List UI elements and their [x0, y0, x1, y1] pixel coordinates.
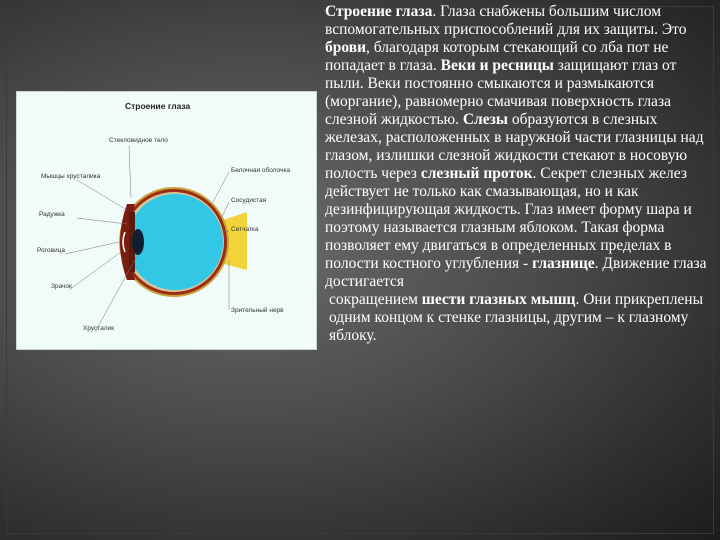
text-span: . Они прикреплены одним концом к стенке глазницы, другим – к глазному яблоку.: [329, 291, 704, 344]
term-tear-duct: слезный проток: [420, 165, 533, 182]
term-orbit: глазнице: [532, 255, 595, 272]
text-span: . Движение глаза достигается: [325, 255, 707, 290]
heading-eye-structure: Строение глаза: [325, 3, 433, 20]
eye-structure-illustration: [17, 92, 318, 351]
paragraph-1: [325, 3, 717, 291]
label-iris: Радужка: [39, 211, 65, 218]
term-brows: брови: [325, 39, 367, 56]
label-choroid: Сосудистая: [231, 197, 267, 204]
label-vitreous-body: Стекловидное тело: [109, 137, 168, 144]
text-span: , благодаря которым стекающий со лба пот не попадает в глаза.: [325, 39, 669, 74]
term-eye-muscles: шести глазных мышц: [421, 291, 576, 308]
text-span: образуются в слезных железах, расположенных в наружной части глазницы над глазом, излишки слезной жидкости стекают в носовую полость через: [325, 111, 704, 182]
label-optic-nerve: Зрительный нерв: [231, 307, 284, 314]
term-lids: Веки и ресницы: [440, 57, 554, 74]
text-span: защищают глаз от пыли. Веки постоянно смыкаются и размыкаются (моргание), равномерно смачивая поверхность глаза слезной жидкостью.: [325, 57, 677, 128]
text-span: . Глаза снабжены большим числом вспомогательных приспособлений для их защиты. Это: [325, 3, 687, 38]
label-lens-muscles: Мышцы хрусталика: [41, 173, 101, 180]
body-text: [325, 3, 717, 345]
diagram-title: Строение глаза: [125, 101, 191, 111]
text-span: сокращением: [329, 291, 422, 308]
label-lens: Хрусталик: [83, 325, 115, 332]
text-span: . Секрет слезных желез действует не только как смазывающая, но и как дезинфицирующая жидкость. Глаз имеет форму шара и поэтому называется глазным яблоком. Такая форма позволяет ему двигаться в определенных пределах в полости костного углубления -: [325, 165, 692, 272]
paragraph-2: [325, 291, 717, 345]
label-pupil: Зрачок: [51, 283, 72, 290]
eye-diagram: [16, 91, 317, 350]
label-retina: Сетчатка: [231, 226, 259, 233]
label-sclera: Белочная оболочка: [231, 167, 291, 174]
label-cornea: Роговица: [37, 247, 65, 254]
lens-shape: [132, 229, 144, 255]
term-tears: Слезы: [462, 111, 508, 128]
